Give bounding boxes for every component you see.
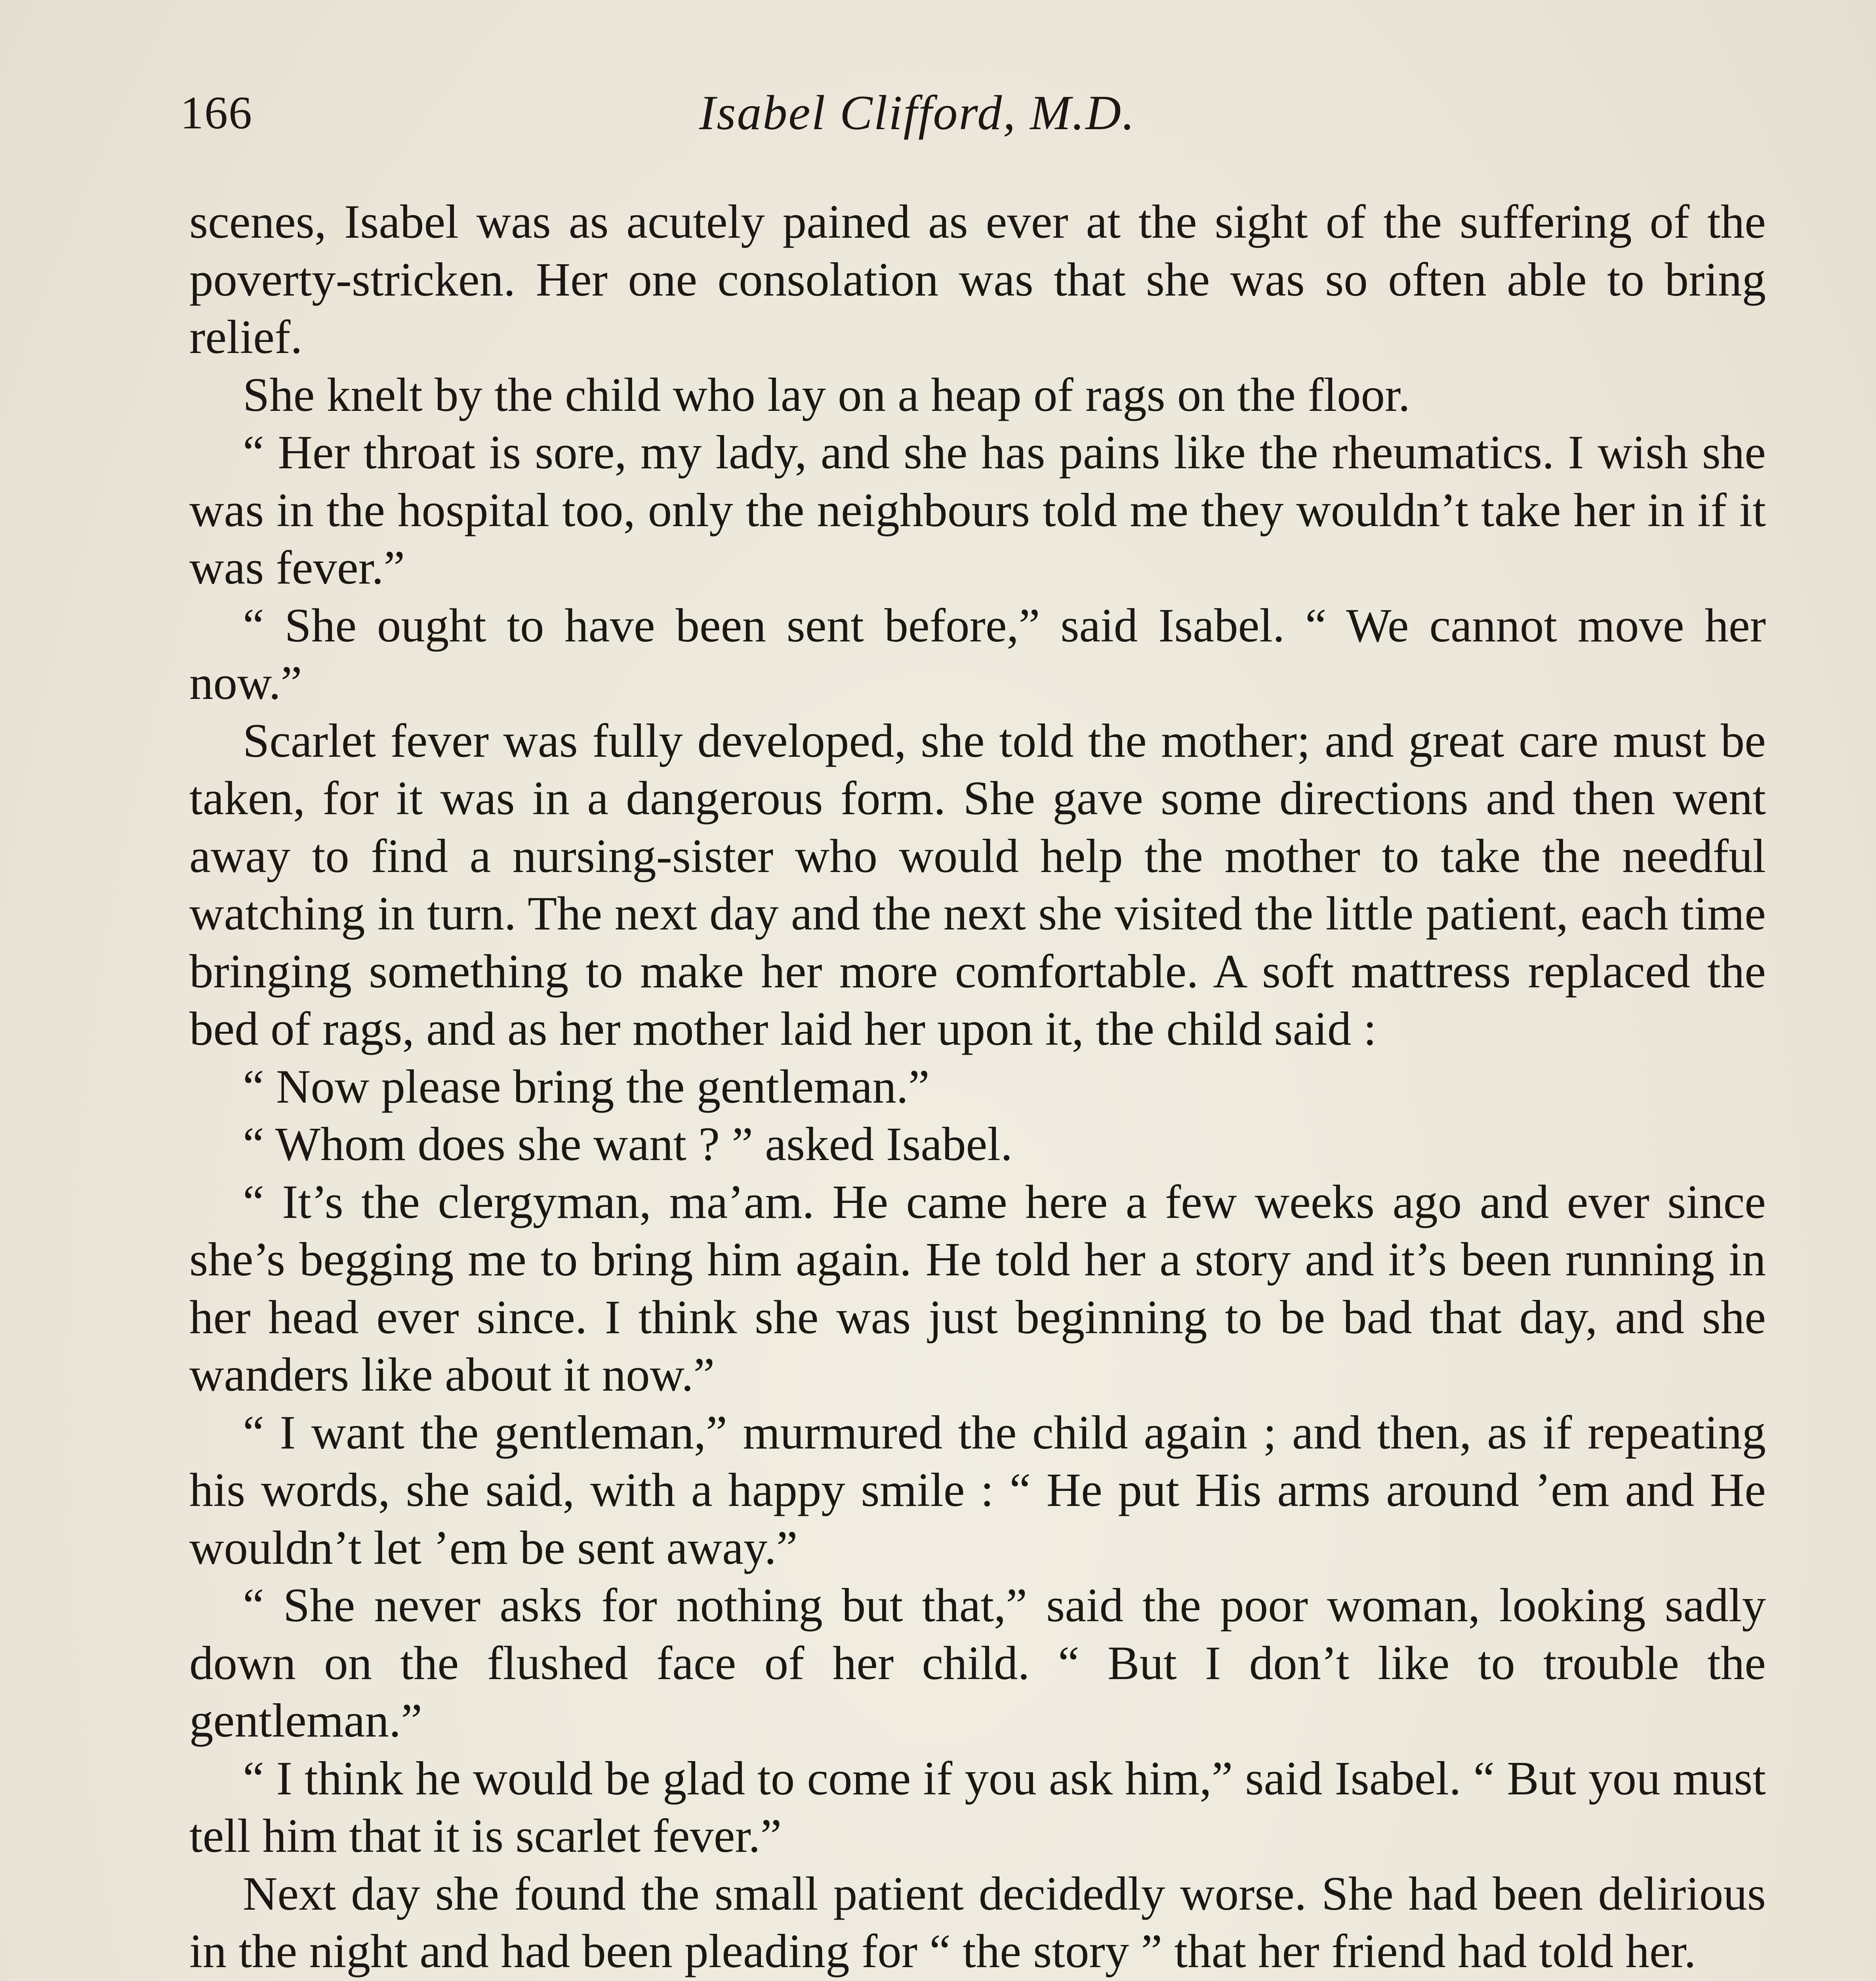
- paragraph: Scarlet fever was fully developed, she told the mother; and great care must be taken, for it was in a dangerous form. She gave some directions and then went away to find a nursing-sister who would help the mother to take the needful watching in turn. The next day and the next she visited the little patient, each time bringing something to make her more comfortable. A soft mattress replaced the bed of rags, and as her mother laid her upon it, the child said :: [189, 714, 1766, 1055]
- page-number: 166: [180, 87, 253, 139]
- paragraph: scenes, Isabel was as acutely pained as ever at the sight of the suffering of the poverty-stricken. Her one consolation was that she was so often able to bring relief.: [189, 195, 1766, 364]
- paragraph: She knelt by the child who lay on a heap of rags on the floor.: [243, 368, 1411, 422]
- paragraph: “ Her throat is sore, my lady, and she has pains like the rheumatics. I wish she was in the hospital too, only the neighbours told me they wouldn’t take her in if it was fever.”: [189, 426, 1766, 594]
- paragraph: “ She ought to have been sent before,” said Isabel. “ We cannot move her now.”: [189, 599, 1766, 710]
- paragraph: “ Whom does she want ? ” asked Isabel.: [243, 1118, 1013, 1171]
- running-head: Isabel Clifford, M.D.: [699, 86, 1136, 140]
- paragraph: “ I think he would be glad to come if you ask him,” said Isabel. “ But you must tell him that it is scarlet fever.”: [189, 1752, 1766, 1863]
- page-header: [180, 81, 1761, 145]
- paragraph: “ It’s the clergyman, ma’am. He came here a few weeks ago and ever since she’s begging me to bring him again. He told her a story and it’s been running in her head ever since. I think she was just beginning to be bad that day, and she wanders like about it now.”: [189, 1175, 1766, 1401]
- body-text: [189, 193, 1766, 1981]
- paragraph: Next day she found the small patient decidedly worse. She had been delirious in the night and had been pleading for “ the story ” that her friend had told her.: [189, 1867, 1766, 1978]
- paragraph: “ I want the gentleman,” murmured the child again ; and then, as if repeating his words, she said, with a happy smile : “ He put His arms around ’em and He wouldn’t let ’em be sent away.”: [189, 1406, 1766, 1574]
- paragraph: “ Now please bring the gentleman.”: [243, 1060, 930, 1113]
- paragraph: “ She never asks for nothing but that,” said the poor woman, looking sadly down on the flushed face of her child. “ But I don’t like to trouble the gentleman.”: [189, 1579, 1766, 1747]
